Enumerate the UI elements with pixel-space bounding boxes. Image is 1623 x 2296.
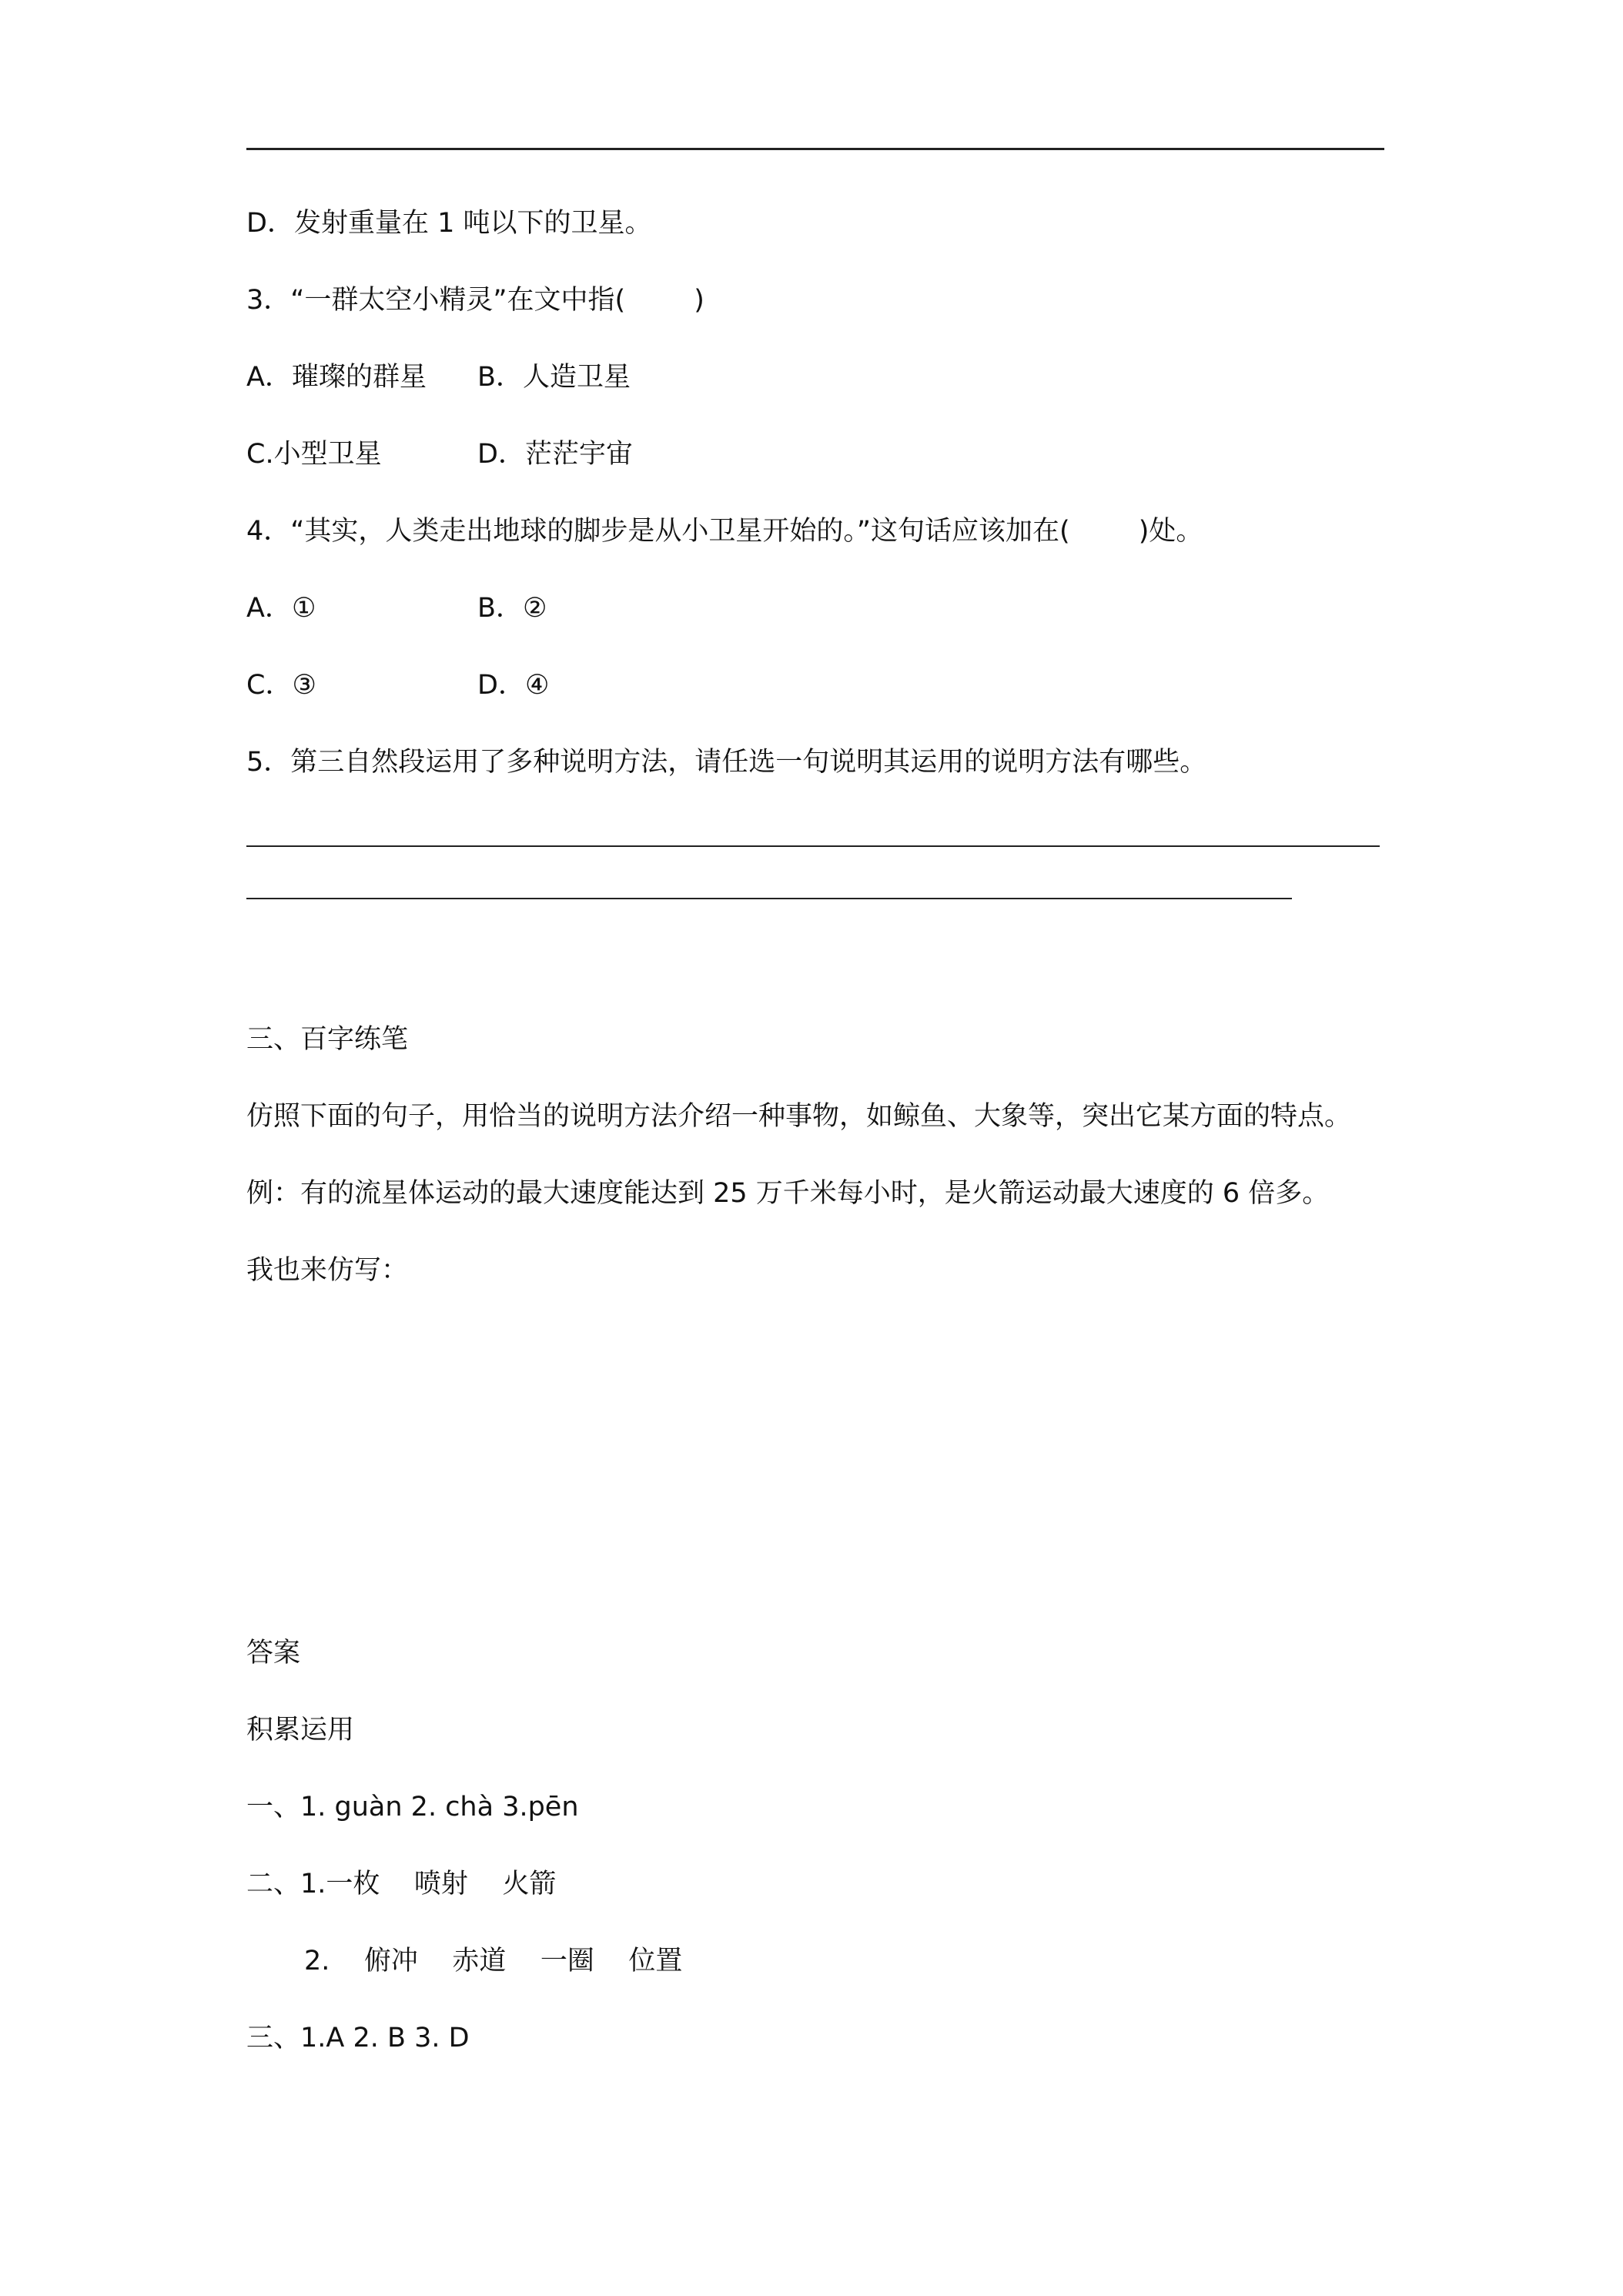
section3-prompt: 我也来仿写： [246,1255,409,1286]
answers-heading: 答案 [246,1638,301,1668]
q4-option-b: B．② [477,593,547,624]
answers-line-2: 二、1.一枚 喷射 火箭 [246,1869,557,1899]
q4-option-a: A．① [246,593,316,624]
q4-question: 4．“其实，人类走出地球的脚步是从小卫星开始的。”这句话应该加在( )处。 [246,516,1203,547]
answers-line-3: 2. 俯冲 赤道 一圈 位置 [304,1946,683,1976]
q3-question: 3．“一群太空小精灵”在文中指( ) [246,285,704,316]
q4-option-d: D．④ [477,670,550,701]
q3-option-c: C.小型卫星 [246,439,382,470]
answers-line-4: 三、1.A 2. B 3. D [246,2023,470,2053]
q4-option-c: C．③ [246,670,316,701]
section3-heading: 三、百字练笔 [246,1024,409,1055]
top-divider-line [246,148,1384,150]
section3-instruction: 仿照下面的句子，用恰当的说明方法介绍一种事物，如鲸鱼、大象等，突出它某方面的特点。 [246,1101,1352,1132]
q5-question: 5．第三自然段运用了多种说明方法，请任选一句说明其运用的说明方法有哪些。 [246,747,1207,778]
answers-line-1: 一、1. guàn 2. chà 3.pēn [246,1792,579,1822]
answers-subheading: 积累运用 [246,1715,355,1745]
section3-example: 例：有的流星体运动的最大速度能达到 25 万千米每小时，是火箭运动最大速度的 6 倍多。 [246,1178,1330,1209]
q5-answer-line-2 [246,898,1292,899]
q3-option-a: A．璀璨的群星 [246,362,427,393]
q3-option-b: B．人造卫星 [477,362,631,393]
q5-answer-line-1 [246,845,1380,847]
q2-option-d: D．发射重量在 1 吨以下的卫星。 [246,208,652,239]
q3-option-d: D．茫茫宇宙 [477,439,633,470]
